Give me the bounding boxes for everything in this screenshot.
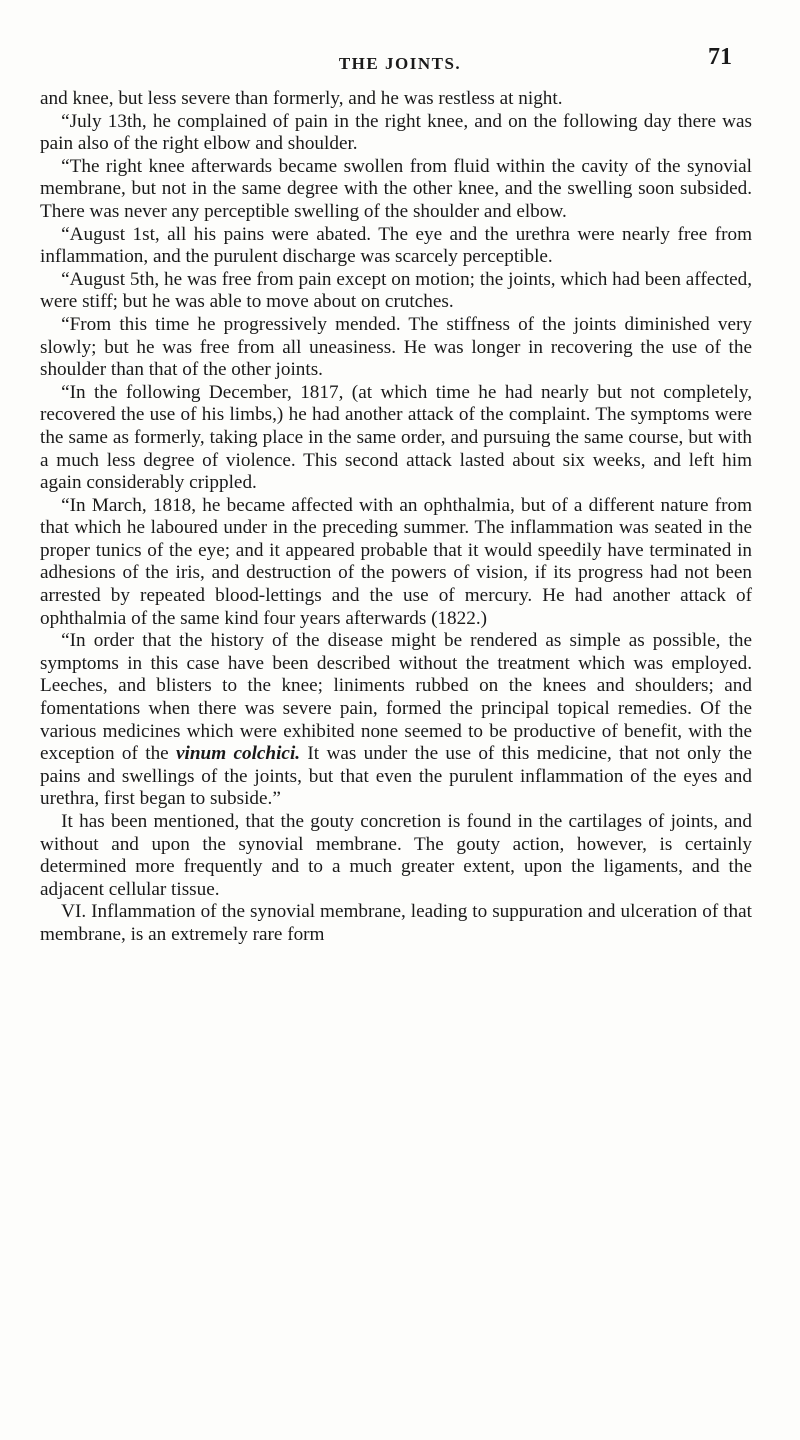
treatment-text-before: “In order that the history of the disease might be rendered as simple as possible, the symptoms in this case have been described without the treatment which was employed. Leeches, and blisters to the knee; liniments rubbed on the knees and shoulders; and fomentations when there was severe pain, formed the principal topical remedies. Of the various medicines which were exhibited none seemed to be productive of benefit, with the exception of the (40, 630, 752, 765)
paragraph-treatment (40, 630, 752, 811)
paragraph-august-5: “August 5th, he was free from pain except on motion; the joints, which had been affected, were stiff; but he was able to move about on crutches. (40, 268, 752, 313)
running-head: THE JOINTS. (338, 54, 462, 73)
paragraph-july-13: “July 13th, he complained of pain in the right knee, and on the following day there was pain also of the right elbow and shoulder. (40, 110, 752, 155)
paragraph-gouty-concretion: It has been mentioned, that the gouty concretion is found in the cartilages of joints, and without and upon the synovial membrane. The gouty action, however, is certainly determined more frequently and to a much greater extent, upon the ligaments, and the adjacent cellular tissue. (40, 811, 752, 900)
paragraph-august-1: “August 1st, all his pains were abated. The eye and the urethra were nearly free from inflammation, and the purulent discharge was scarcely perceptible. (40, 223, 752, 268)
paragraph-progressively-mended: “From this time he progressively mended. The stiffness of the joints diminished very slowly; but he was free from all uneasiness. He was longer in recovering the use of the shoulder than that of the other joints. (40, 313, 752, 381)
paragraph-continuation: and knee, but less severe than formerly, and he was restless at night. (40, 88, 563, 109)
paragraph-march-1818: “In March, 1818, he became affected with an ophthalmia, but of a different nature from that which he laboured under in the preceding summer. The inflammation was seated in the proper tunics of the eye; and it appeared probable that it would speedily have terminated in adhesions of the iris, and destruction of the powers of vision, if its progress had not been arrested by repeated blood-lettings and the use of mercury. He had another attack of ophthalmia of the same kind four years afterwards (1822.) (40, 494, 752, 629)
treatment-remedy-name: vinum colchici. (176, 743, 301, 765)
page-number: 71 (708, 44, 732, 70)
paragraph-right-knee-swollen: “The right knee afterwards became swollen from fluid within the cavity of the synovial membrane, but not in the same degree with the other knee, and the swelling soon subsided. There was never any perceptible swelling of the shoulder and elbow. (40, 155, 752, 222)
page-header (40, 44, 760, 84)
treatment-text-after: It was under the use of this medicine, that not only the pains and swellings of the joints, but that even the purulent inflammation of the eyes and urethra, first began to subside.” (40, 743, 753, 810)
paragraph-section-vi: VI. Inflammation of the synovial membrane, leading to suppuration and ulceration of that membrane, is an extremely rare form (40, 901, 752, 945)
paragraph-december-1817: “In the following December, 1817, (at which time he had nearly but not completely, recovered the use of his limbs,) he had another attack of the complaint. The symptoms were the same as formerly, taking place in the same order, and pursuing the same course, but with a much less degree of violence. This second attack lasted about six weeks, and left him again considerably crippled. (40, 381, 752, 494)
body-text (40, 88, 752, 947)
